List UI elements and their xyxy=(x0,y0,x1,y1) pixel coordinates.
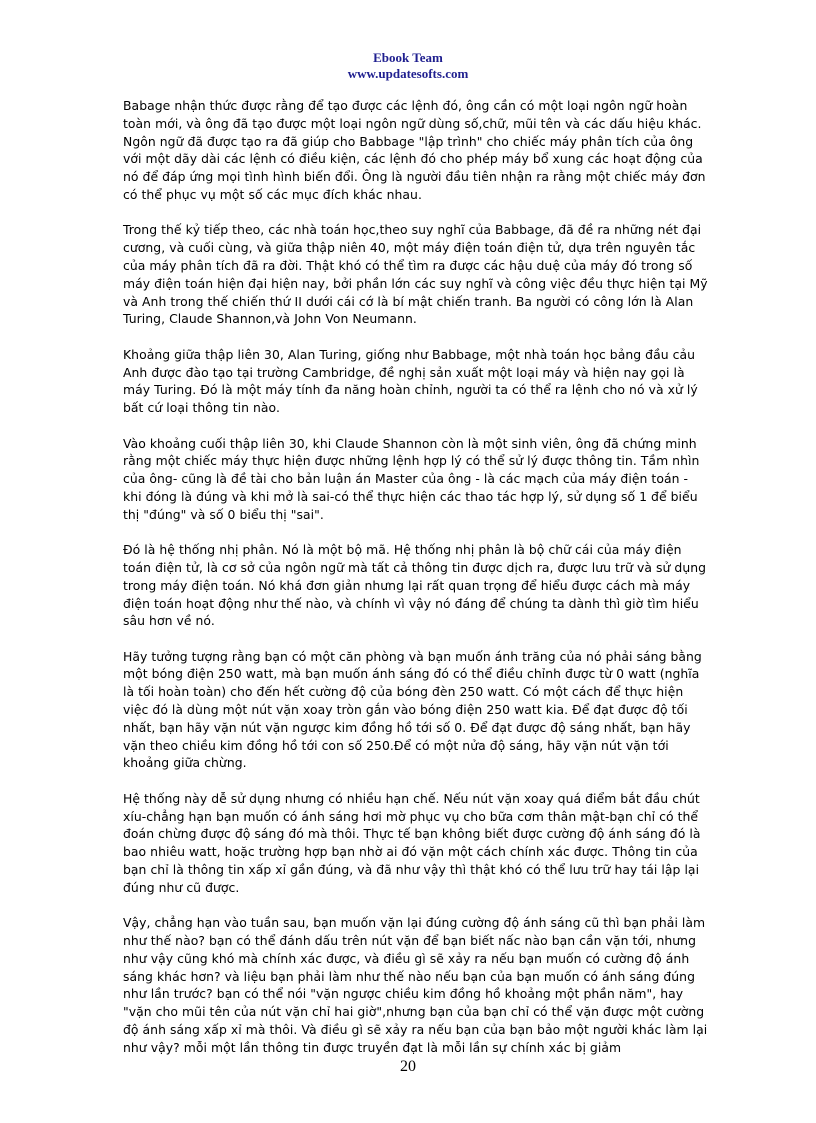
paragraph-3: Khoảng giữa thập liên 30, Alan Turing, giống như Babbage, một nhà toán học bảng đầu cảu Anh được đào tạo tại trường Cambridge, đề nghị sản xuất một loại máy và hiện nay gọi là máy Turing. Đó là một máy tính đa năng hoàn chỉnh, người ta có thể ra lệnh cho nó và xử lý bất cứ loại thông tin nào. xyxy=(123,346,698,416)
page-number: 20 xyxy=(400,1058,416,1075)
paragraph-7: Hệ thống này dễ sử dụng nhưng có nhiều hạn chế. Nếu nút vặn xoay quá điểm bắt đầu chút xíu-chẳng hạn bạn muốn có ánh sáng hơi mờ phục vụ cho bữa cơm thân mật-bạn chỉ có thể đoán chừng được độ sáng đó mà thôi. Thực tế bạn không biết được cường độ ánh sáng đó là bao nhiêu watt, hoặc trường hợp bạn nhờ ai đó vặn một cách chính xác được. Thông tin của bạn chỉ là thông tin xấp xỉ gần đúng, và đã như vậy thì thật khó có thể lưu trữ hay tái lập lại đúng như cũ được. xyxy=(123,790,701,895)
paragraph-2: Trong thế kỷ tiếp theo, các nhà toán học,theo suy nghĩ của Babbage, đã đề ra những nét đại cương, và cuối cùng, và giữa thập niên 40, một máy điện toán điện tử, dựa trên nguyên tắc của máy phân tích đã ra đời. Thật khó có thể tìm ra được các hậu duệ của máy đó trong số máy điện toán hiện đại hiện nay, bởi phần lớn các suy nghĩ và công việc đều thực hiện tại Mỹ và Anh trong thế chiến thứ II dưới cái cớ là bí mật chiến tranh. Ba người có công lớn là Alan Turing, Claude Shannon,và John Von Neumann. xyxy=(123,222,708,327)
header-website: www.updatesofts.com xyxy=(347,66,469,81)
paragraph-6: Hãy tưởng tượng rằng bạn có một căn phòng và bạn muốn ánh trăng của nó phải sáng bằng một bóng điện 250 watt, mà bạn muốn ánh sáng đó có thể điều chỉnh được từ 0 watt (nghĩa là tối hoàn toàn) cho đến hết cường độ của bóng đèn 250 watt. Có một cách để thực hiện việc đó là dùng một nút vặn xoay tròn gắn vào bóng điện 250 watt kia. Để đạt được độ tối nhất, bạn hãy vặn nút vặn ngược kim đồng hồ tới số 0. Để đạt được độ sáng nhất, bạn hãy vặn theo chiều kim đồng hồ tới con số 250.Để có một nửa độ sáng, hãy vặn nút vặn tới khoảng giữa chừng. xyxy=(123,648,702,771)
body-text xyxy=(123,97,708,1074)
paragraph-1: Babage nhận thức được rằng để tạo được các lệnh đó, ông cần có một loại ngôn ngữ hoàn toàn mới, và ông đã tạo được một loại ngôn ngữ dùng số,chữ, mũi tên và các dấu hiệu khác. Ngôn ngữ đã được tạo ra đã giúp cho Babbage "lập trình" cho chiếc máy phân tích của ông với một dãy dài các lệnh có điều kiện, các lệnh đó cho phép máy bổ xung các hoạt động của nó để đáp ứng mọi tình hình biến đổi. Ông là người đầu tiên nhận ra rằng một chiếc máy đơn có thể phục vụ một số các mục đích khác nhau. xyxy=(123,98,706,202)
page-header xyxy=(0,50,816,82)
paragraph-4: Vào khoảng cuối thập liên 30, khi Claude Shannon còn là một sinh viên, ông đã chứng minh rằng một chiếc máy thực hiện được những lệnh hợp lý có thể sử lý được thông tin. Tầm nhìn của ông- cũng là đề tài cho bản luận án Master của ông - là các mạch của máy điện toán - khi đóng là đúng và khi mở là sai-có thể thực hiện các thao tác hợp lý, sử dụng số 1 để biểu thị "đúng" và số 0 biểu thị "sai". xyxy=(123,435,700,522)
paragraph-5: Đó là hệ thống nhị phân. Nó là một bộ mã. Hệ thống nhị phân là bộ chữ cái của máy điện toán điện tử, là cơ sở của ngôn ngữ mà tất cả thông tin được dịch ra, được lưu trữ và sử dụng trong máy điện toán. Nó khá đơn giản nhưng lại rất quan trọng để hiểu được cách mà máy điện toán hoạt động như thế nào, và chính vì vậy nó đáng để chúng ta dành thì giờ tìm hiểu sâu hơn về nó. xyxy=(123,542,707,629)
paragraph-8: Vậy, chẳng hạn vào tuần sau, bạn muốn vặn lại đúng cường độ ánh sáng cũ thì bạn phải làm như thế nào? bạn có thể đánh dấu trên nút vặn để bạn biết nấc nào bạn cần vặn tới, nhưng như vậy cũng khó mà chính xác được, và điều gì sẽ xảy ra nếu bạn muốn có cường độ ánh sáng khác hơn? và liệu bạn phải làm như thế nào nếu bạn của bạn muốn có ánh sáng đúng như lần trước? bạn có thể nói "vặn ngược chiều kim đồng hồ khoảng một phần năm", hay "vặn cho mũi tên của nút vặn chỉ hai giờ",nhưng bạn của bạn chỉ có thể vặn được một cường độ ánh sáng xấp xỉ mà thôi. Và điều gì sẽ xảy ra nếu bạn của bạn bảo một người khác làm lại như vậy? mỗi một lần thông tin được truyền đạt là mỗi lần sự chính xác bị giảm xyxy=(123,915,708,1055)
header-team-name: Ebook Team xyxy=(373,50,443,65)
